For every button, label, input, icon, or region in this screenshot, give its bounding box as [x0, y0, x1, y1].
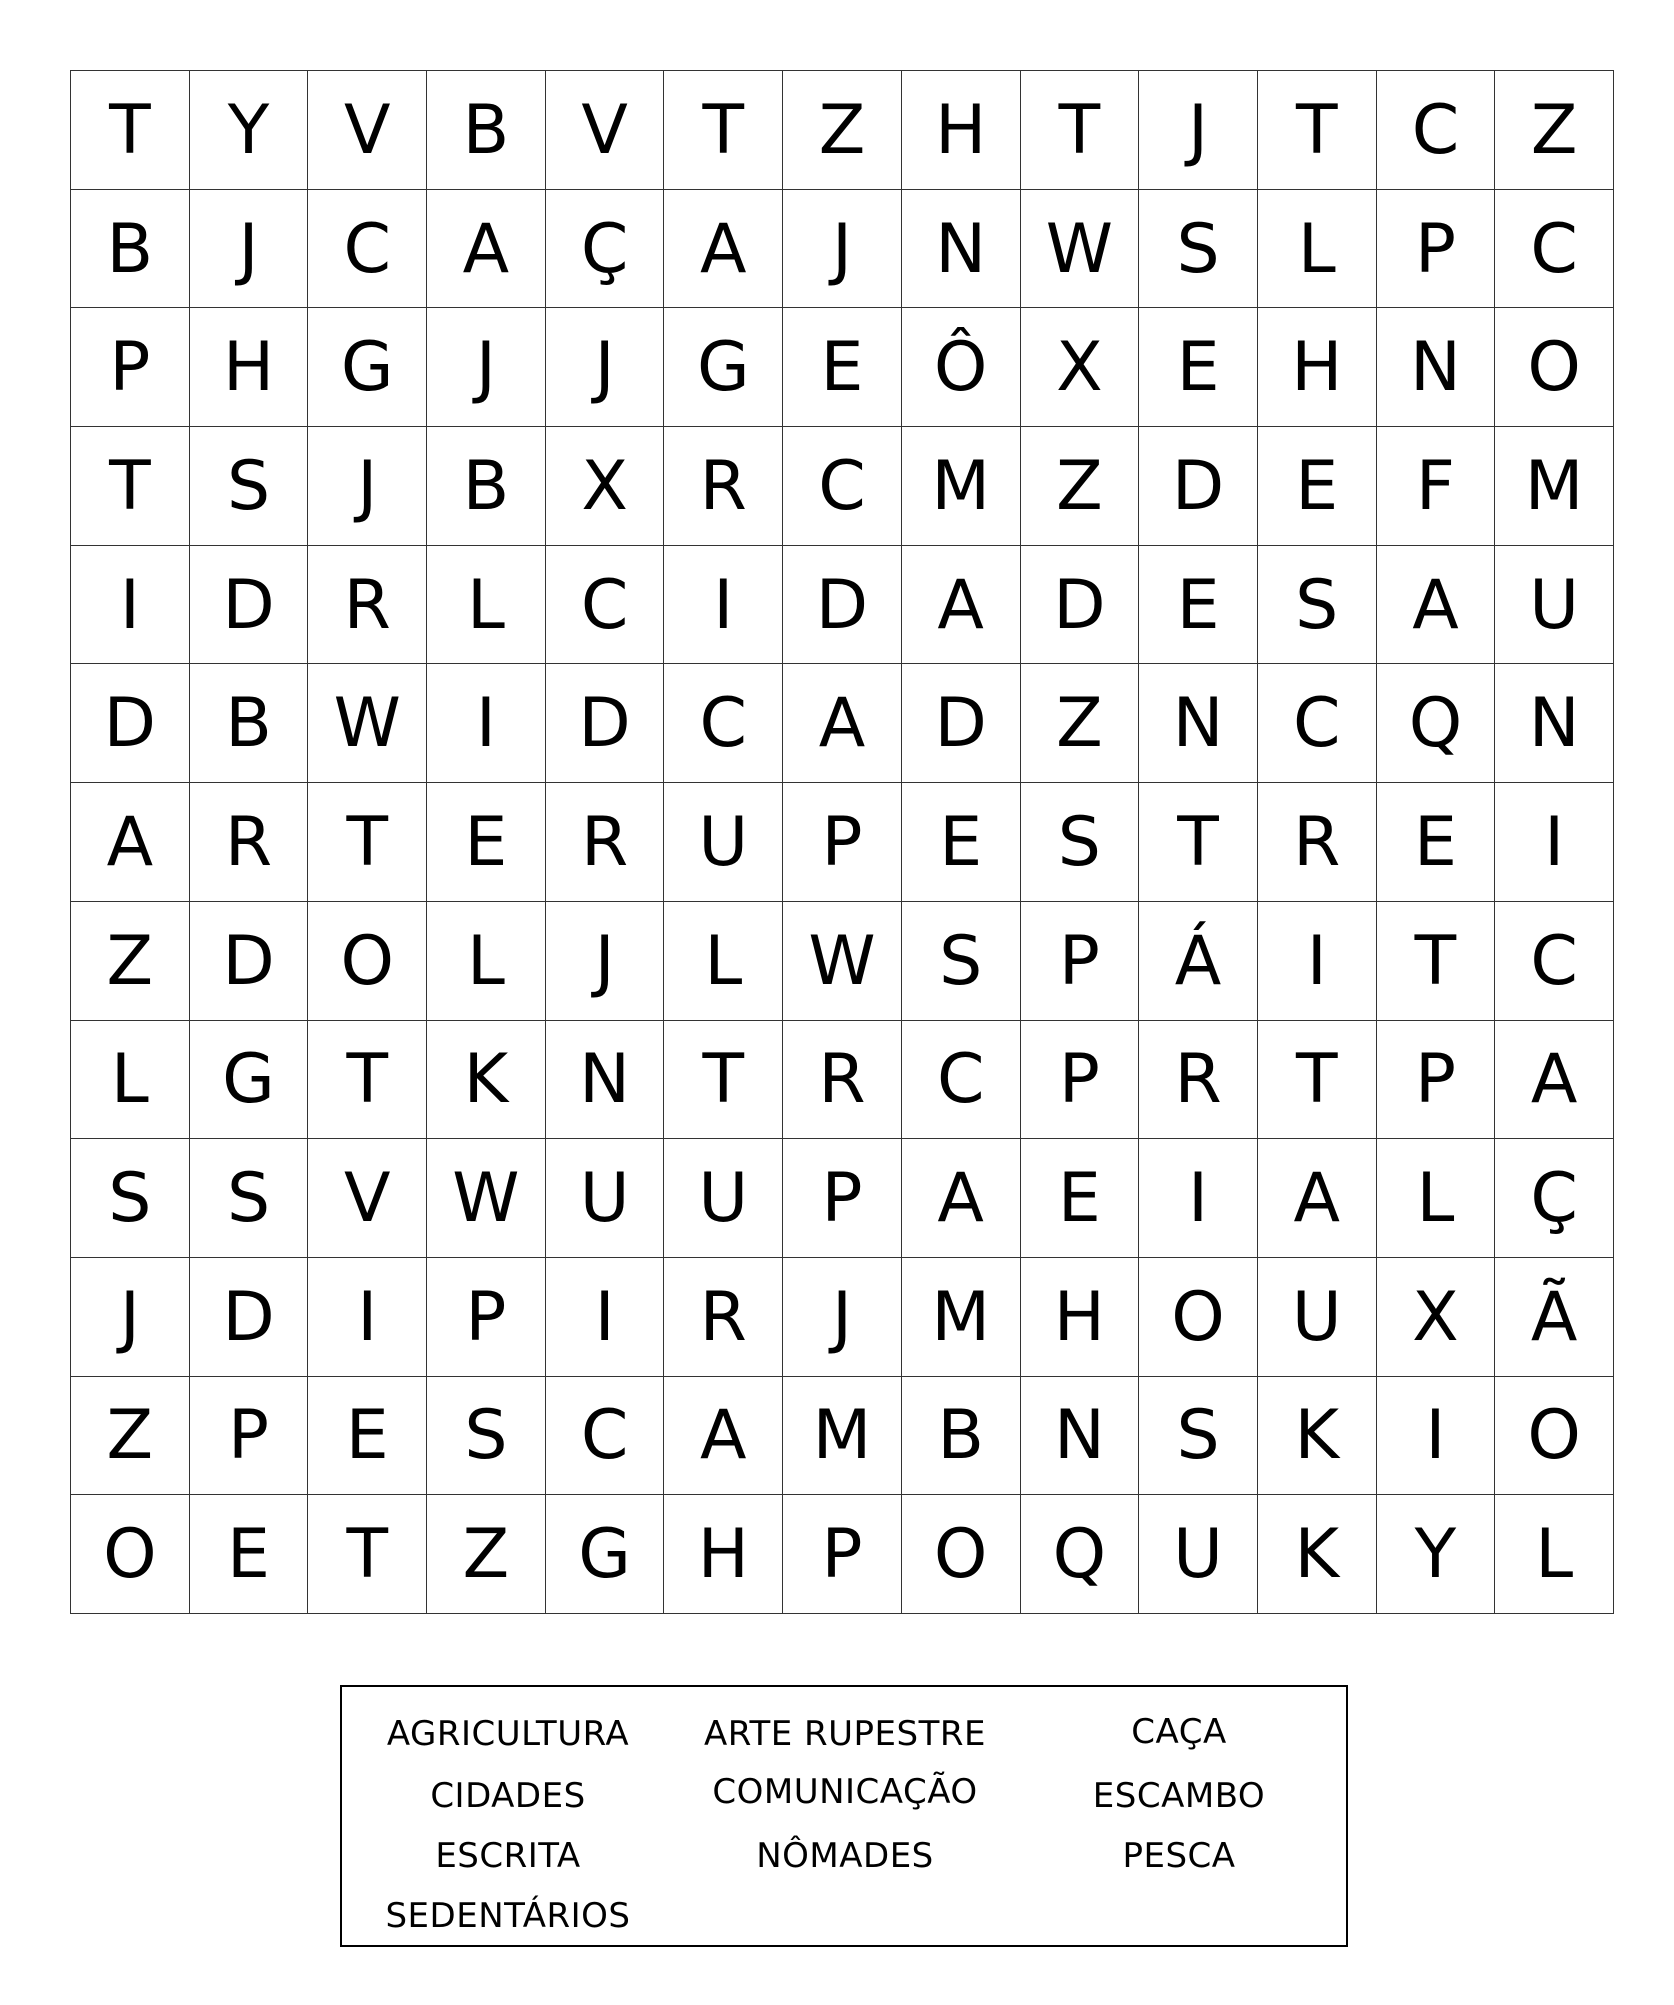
- grid-cell[interactable]: R: [1258, 783, 1377, 902]
- grid-cell[interactable]: X: [1021, 308, 1140, 427]
- grid-cell[interactable]: P: [1377, 190, 1496, 309]
- grid-cell[interactable]: F: [1377, 427, 1496, 546]
- grid-cell[interactable]: L: [427, 902, 546, 1021]
- grid-cell[interactable]: I: [546, 1258, 665, 1377]
- grid-cell[interactable]: S: [1139, 1377, 1258, 1496]
- grid-cell[interactable]: Y: [1377, 1495, 1496, 1614]
- grid-cell[interactable]: E: [1377, 783, 1496, 902]
- grid-cell[interactable]: C: [546, 546, 665, 665]
- grid-cell[interactable]: H: [902, 71, 1021, 190]
- word-bank-item-agricultura: AGRICULTURA: [386, 1714, 630, 1754]
- grid-cell[interactable]: A: [664, 190, 783, 309]
- grid-cell[interactable]: N: [902, 190, 1021, 309]
- grid-cell[interactable]: R: [546, 783, 665, 902]
- grid-cell[interactable]: D: [1021, 546, 1140, 665]
- grid-cell[interactable]: H: [664, 1495, 783, 1614]
- grid-cell[interactable]: T: [1258, 1021, 1377, 1140]
- grid-cell[interactable]: T: [308, 1495, 427, 1614]
- grid-cell[interactable]: C: [664, 664, 783, 783]
- grid-cell[interactable]: Ç: [546, 190, 665, 309]
- grid-cell[interactable]: A: [1258, 1139, 1377, 1258]
- grid-cell[interactable]: T: [308, 783, 427, 902]
- grid-cell[interactable]: E: [308, 1377, 427, 1496]
- grid-cell[interactable]: R: [190, 783, 309, 902]
- grid-cell[interactable]: V: [308, 71, 427, 190]
- grid-cell[interactable]: N: [546, 1021, 665, 1140]
- grid-cell[interactable]: U: [1139, 1495, 1258, 1614]
- grid-cell[interactable]: T: [308, 1021, 427, 1140]
- grid-cell[interactable]: N: [1139, 664, 1258, 783]
- grid-cell[interactable]: C: [902, 1021, 1021, 1140]
- grid-cell[interactable]: R: [308, 546, 427, 665]
- grid-cell[interactable]: O: [1495, 1377, 1614, 1496]
- grid-cell[interactable]: P: [71, 308, 190, 427]
- grid-cell[interactable]: Á: [1139, 902, 1258, 1021]
- grid-cell[interactable]: D: [190, 546, 309, 665]
- grid-cell[interactable]: V: [308, 1139, 427, 1258]
- grid-cell[interactable]: E: [1021, 1139, 1140, 1258]
- grid-cell[interactable]: T: [1258, 71, 1377, 190]
- grid-cell[interactable]: Ã: [1495, 1258, 1614, 1377]
- grid-cell[interactable]: W: [308, 664, 427, 783]
- word-bank-box: [340, 1685, 1348, 1947]
- grid-cell[interactable]: J: [1139, 71, 1258, 190]
- grid-cell[interactable]: T: [71, 71, 190, 190]
- word-bank-item-nomades: NÔMADES: [756, 1836, 934, 1876]
- word-bank-item-arte-rupestre: ARTE RUPESTRE: [704, 1714, 986, 1754]
- grid-cell[interactable]: D: [1139, 427, 1258, 546]
- grid-cell[interactable]: N: [1377, 308, 1496, 427]
- grid-cell[interactable]: U: [664, 1139, 783, 1258]
- grid-cell[interactable]: T: [1139, 783, 1258, 902]
- grid-cell[interactable]: L: [71, 1021, 190, 1140]
- grid-cell[interactable]: G: [190, 1021, 309, 1140]
- grid-cell[interactable]: T: [664, 71, 783, 190]
- grid-cell[interactable]: D: [71, 664, 190, 783]
- grid-cell[interactable]: Ç: [1495, 1139, 1614, 1258]
- grid-cell[interactable]: B: [71, 190, 190, 309]
- grid-cell[interactable]: S: [427, 1377, 546, 1496]
- grid-cell[interactable]: W: [427, 1139, 546, 1258]
- grid-cell[interactable]: H: [1258, 308, 1377, 427]
- grid-cell[interactable]: G: [664, 308, 783, 427]
- grid-cell[interactable]: A: [902, 546, 1021, 665]
- grid-cell[interactable]: Z: [427, 1495, 546, 1614]
- grid-cell[interactable]: P: [783, 1495, 902, 1614]
- grid-cell[interactable]: S: [190, 427, 309, 546]
- grid-cell[interactable]: C: [546, 1377, 665, 1496]
- grid-cell[interactable]: D: [783, 546, 902, 665]
- grid-cell[interactable]: C: [1495, 190, 1614, 309]
- grid-cell[interactable]: S: [1021, 783, 1140, 902]
- grid-cell[interactable]: R: [664, 427, 783, 546]
- grid-cell[interactable]: E: [1139, 546, 1258, 665]
- grid-cell[interactable]: U: [1495, 546, 1614, 665]
- grid-cell[interactable]: I: [71, 546, 190, 665]
- grid-cell[interactable]: I: [1495, 783, 1614, 902]
- grid-cell[interactable]: A: [427, 190, 546, 309]
- grid-cell[interactable]: P: [190, 1377, 309, 1496]
- grid-cell[interactable]: B: [902, 1377, 1021, 1496]
- grid-cell[interactable]: L: [1377, 1139, 1496, 1258]
- grid-cell[interactable]: O: [1139, 1258, 1258, 1377]
- grid-cell[interactable]: C: [308, 190, 427, 309]
- grid-cell[interactable]: H: [190, 308, 309, 427]
- grid-cell[interactable]: Z: [1021, 427, 1140, 546]
- grid-cell[interactable]: L: [664, 902, 783, 1021]
- grid-cell[interactable]: C: [1258, 664, 1377, 783]
- grid-cell[interactable]: E: [1258, 427, 1377, 546]
- grid-cell[interactable]: O: [902, 1495, 1021, 1614]
- grid-cell[interactable]: R: [1139, 1021, 1258, 1140]
- grid-cell[interactable]: I: [1377, 1377, 1496, 1496]
- word-bank-item-cidades: CIDADES: [430, 1776, 586, 1816]
- grid-cell[interactable]: Z: [1021, 664, 1140, 783]
- grid-cell[interactable]: D: [902, 664, 1021, 783]
- grid-cell[interactable]: I: [664, 546, 783, 665]
- grid-cell[interactable]: I: [427, 664, 546, 783]
- grid-cell[interactable]: J: [546, 308, 665, 427]
- grid-cell[interactable]: K: [1258, 1377, 1377, 1496]
- grid-cell[interactable]: S: [1258, 546, 1377, 665]
- grid-cell[interactable]: E: [190, 1495, 309, 1614]
- grid-cell[interactable]: G: [308, 308, 427, 427]
- grid-cell[interactable]: O: [1495, 308, 1614, 427]
- grid-cell[interactable]: I: [1139, 1139, 1258, 1258]
- word-bank-item-escambo: ESCAMBO: [1092, 1776, 1266, 1816]
- grid-cell[interactable]: P: [783, 1139, 902, 1258]
- grid-cell[interactable]: Z: [783, 71, 902, 190]
- grid-cell[interactable]: U: [664, 783, 783, 902]
- grid-cell[interactable]: S: [1139, 190, 1258, 309]
- grid-cell[interactable]: E: [427, 783, 546, 902]
- grid-cell[interactable]: R: [664, 1258, 783, 1377]
- grid-cell[interactable]: C: [1495, 902, 1614, 1021]
- grid-cell[interactable]: L: [1258, 190, 1377, 309]
- grid-cell[interactable]: D: [190, 902, 309, 1021]
- grid-cell[interactable]: M: [902, 1258, 1021, 1377]
- grid-cell[interactable]: A: [902, 1139, 1021, 1258]
- grid-cell[interactable]: P: [1021, 1021, 1140, 1140]
- grid-cell[interactable]: Ô: [902, 308, 1021, 427]
- grid-cell[interactable]: J: [783, 1258, 902, 1377]
- grid-cell[interactable]: A: [1377, 546, 1496, 665]
- grid-cell[interactable]: K: [1258, 1495, 1377, 1614]
- grid-cell[interactable]: P: [783, 783, 902, 902]
- grid-cell[interactable]: A: [71, 783, 190, 902]
- grid-cell[interactable]: M: [1495, 427, 1614, 546]
- word-bank-item-comunicacao: COMUNICAÇÃO: [712, 1772, 978, 1812]
- grid-cell[interactable]: T: [1021, 71, 1140, 190]
- grid-cell[interactable]: B: [427, 71, 546, 190]
- grid-cell[interactable]: X: [1377, 1258, 1496, 1377]
- grid-cell[interactable]: L: [1495, 1495, 1614, 1614]
- grid-cell[interactable]: P: [427, 1258, 546, 1377]
- grid-cell[interactable]: I: [308, 1258, 427, 1377]
- grid-cell[interactable]: M: [902, 427, 1021, 546]
- grid-cell[interactable]: A: [783, 664, 902, 783]
- grid-cell[interactable]: K: [427, 1021, 546, 1140]
- grid-cell[interactable]: D: [546, 664, 665, 783]
- grid-cell[interactable]: P: [1021, 902, 1140, 1021]
- grid-cell[interactable]: J: [427, 308, 546, 427]
- word-bank-item-caca: CAÇA: [1131, 1712, 1227, 1752]
- word-bank-item-pesca: PESCA: [1122, 1836, 1236, 1876]
- word-bank-item-escrita: ESCRITA: [435, 1836, 581, 1876]
- grid-cell[interactable]: V: [546, 71, 665, 190]
- grid-cell[interactable]: E: [1139, 308, 1258, 427]
- grid-cell[interactable]: S: [902, 902, 1021, 1021]
- grid-cell[interactable]: Q: [1021, 1495, 1140, 1614]
- grid-cell[interactable]: S: [190, 1139, 309, 1258]
- grid-cell[interactable]: W: [783, 902, 902, 1021]
- grid-cell[interactable]: E: [783, 308, 902, 427]
- grid-cell[interactable]: E: [902, 783, 1021, 902]
- grid-cell[interactable]: B: [427, 427, 546, 546]
- grid-cell[interactable]: O: [308, 902, 427, 1021]
- grid-cell[interactable]: O: [71, 1495, 190, 1614]
- grid-cell[interactable]: M: [783, 1377, 902, 1496]
- grid-cell[interactable]: C: [1377, 71, 1496, 190]
- grid-cell[interactable]: S: [71, 1139, 190, 1258]
- word-bank-item-sedentarios: SEDENTÁRIOS: [385, 1896, 631, 1936]
- grid-cell[interactable]: Z: [1495, 71, 1614, 190]
- grid-cell[interactable]: I: [1258, 902, 1377, 1021]
- grid-cell[interactable]: X: [546, 427, 665, 546]
- grid-cell[interactable]: L: [427, 546, 546, 665]
- grid-cell[interactable]: Z: [71, 1377, 190, 1496]
- grid-cell[interactable]: Q: [1377, 664, 1496, 783]
- grid-cell[interactable]: T: [1377, 902, 1496, 1021]
- grid-cell[interactable]: B: [190, 664, 309, 783]
- grid-cell[interactable]: A: [664, 1377, 783, 1496]
- grid-cell[interactable]: T: [71, 427, 190, 546]
- grid-cell[interactable]: J: [190, 190, 309, 309]
- grid-cell[interactable]: J: [546, 902, 665, 1021]
- grid-cell[interactable]: Z: [71, 902, 190, 1021]
- grid-cell[interactable]: C: [783, 427, 902, 546]
- grid-cell[interactable]: H: [1021, 1258, 1140, 1377]
- grid-cell[interactable]: U: [546, 1139, 665, 1258]
- grid-cell[interactable]: T: [664, 1021, 783, 1140]
- grid-cell[interactable]: D: [190, 1258, 309, 1377]
- grid-cell[interactable]: P: [1377, 1021, 1496, 1140]
- grid-cell[interactable]: Y: [190, 71, 309, 190]
- grid-cell[interactable]: N: [1021, 1377, 1140, 1496]
- grid-cell[interactable]: N: [1495, 664, 1614, 783]
- grid-cell[interactable]: R: [783, 1021, 902, 1140]
- grid-cell[interactable]: J: [71, 1258, 190, 1377]
- grid-cell[interactable]: U: [1258, 1258, 1377, 1377]
- grid-cell[interactable]: W: [1021, 190, 1140, 309]
- grid-cell[interactable]: J: [783, 190, 902, 309]
- grid-cell[interactable]: A: [1495, 1021, 1614, 1140]
- word-search-grid: [70, 70, 1614, 1614]
- grid-cell[interactable]: G: [546, 1495, 665, 1614]
- grid-cell[interactable]: J: [308, 427, 427, 546]
